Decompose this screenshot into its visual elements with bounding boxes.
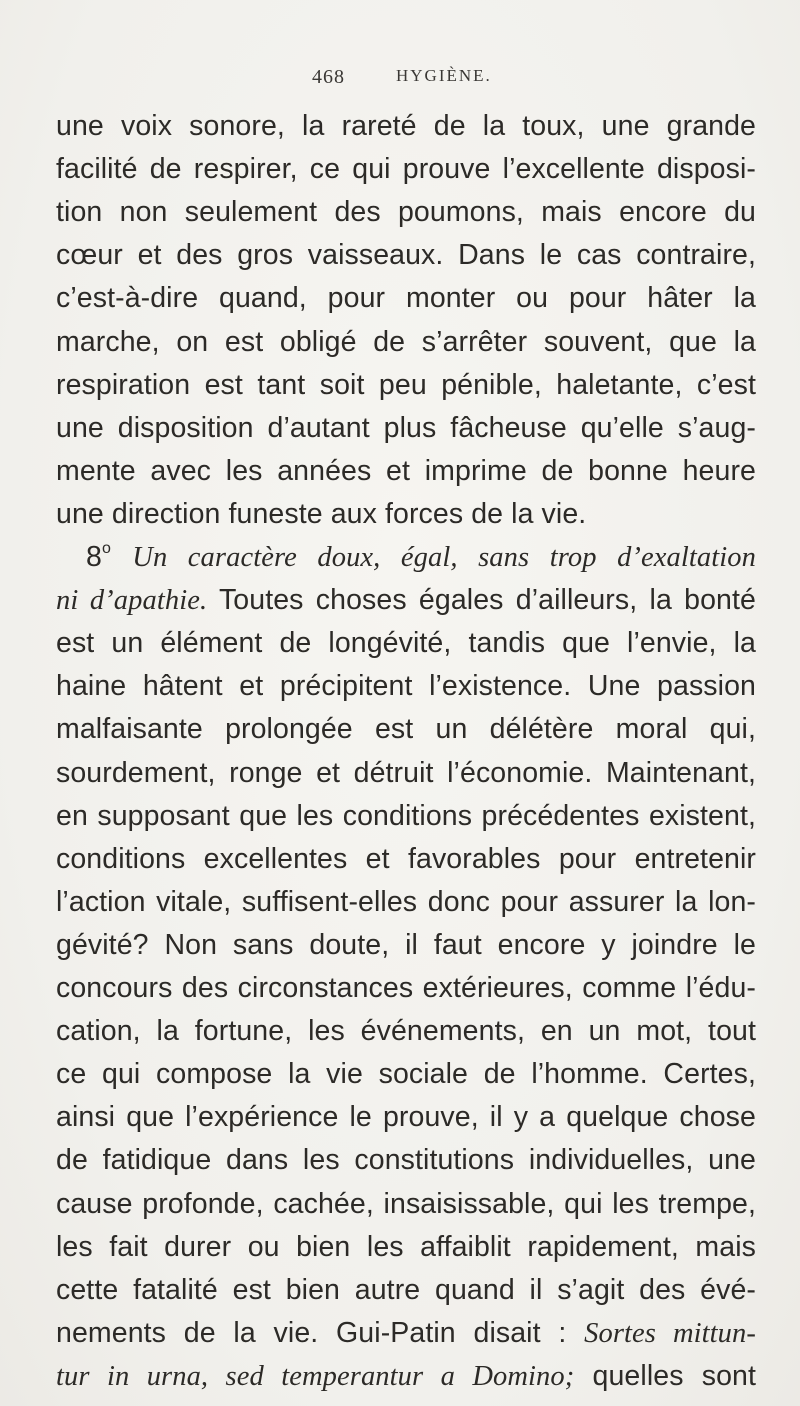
text-line: haine hâtent et précipitent l’existence. Une passion [56,670,756,703]
text-line: malfaisante prolongée est un délétère moral qui, [56,713,756,746]
text-line: une direction funeste aux forces de la vie. [56,497,587,530]
text-line: de fatidique dans les constitutions individuelles, une [56,1144,756,1177]
text-line: tur in urna, sed temperantur a Domino; quelles sont [56,1359,756,1392]
text-line: marche, on est obligé de s’arrêter souvent, que la [56,325,756,358]
text-line: ni d’apathie. Toutes choses égales d’ailleurs, la bonté [56,584,756,617]
text-line: nements de la vie. Gui-Patin disait : Sortes mittun- [56,1316,756,1349]
text-line: ce qui compose la vie sociale de l’homme. Certes, [56,1058,756,1091]
page-number: 468 [312,66,345,88]
text-line: l’action vitale, suffisent-elles donc pour assurer la lon- [56,885,756,918]
text-line: respiration est tant soit peu pénible, haletante, c’est [56,368,756,401]
running-head: HYGIÈNE. [396,66,492,85]
text-line: une disposition d’autant plus fâcheuse qu’elle s’aug- [56,411,756,444]
text-line: en supposant que les conditions précédentes existent, [56,799,756,832]
text-line: cause profonde, cachée, insaisissable, qui les trempe, [56,1187,756,1220]
text-line: ainsi que l’expérience le prouve, il y a quelque chose [56,1101,756,1134]
text-line: conditions excellentes et favorables pour entretenir [56,842,756,875]
text-line: cette fatalité est bien autre quand il s’agit des évé- [56,1273,756,1306]
text-line: une voix sonore, la rareté de la toux, une grande [56,110,756,142]
text-line-section-heading: 8$^o$ Un caractère doux, égal, sans trop d’exaltation [86,540,756,573]
text-line: concours des circonstances extérieures, comme l’édu- [56,972,756,1004]
page-header [312,66,732,90]
text-line: les fait durer ou bien les affaiblit rapidement, mais [56,1230,756,1263]
text-line: est un élément de longévité, tandis que l’envie, la [56,627,756,660]
text-line: facilité de respirer, ce qui prouve l’excellente disposi- [56,153,756,186]
text-line: cœur et des gros vaisseaux. Dans le cas contraire, [56,239,756,272]
text-line: sourdement, ronge et détruit l’économie. Maintenant, [56,756,756,789]
text-line: gévité? Non sans doute, il faut encore y joindre le [56,928,756,961]
text-line: tion non seulement des poumons, mais encore du [56,196,756,229]
text-line: cation, la fortune, les événements, en un mot, tout [56,1015,756,1048]
text-line: mente avec les années et imprime de bonne heure [56,454,756,487]
text-line: c’est-à-dire quand, pour monter ou pour hâter la [56,282,756,315]
